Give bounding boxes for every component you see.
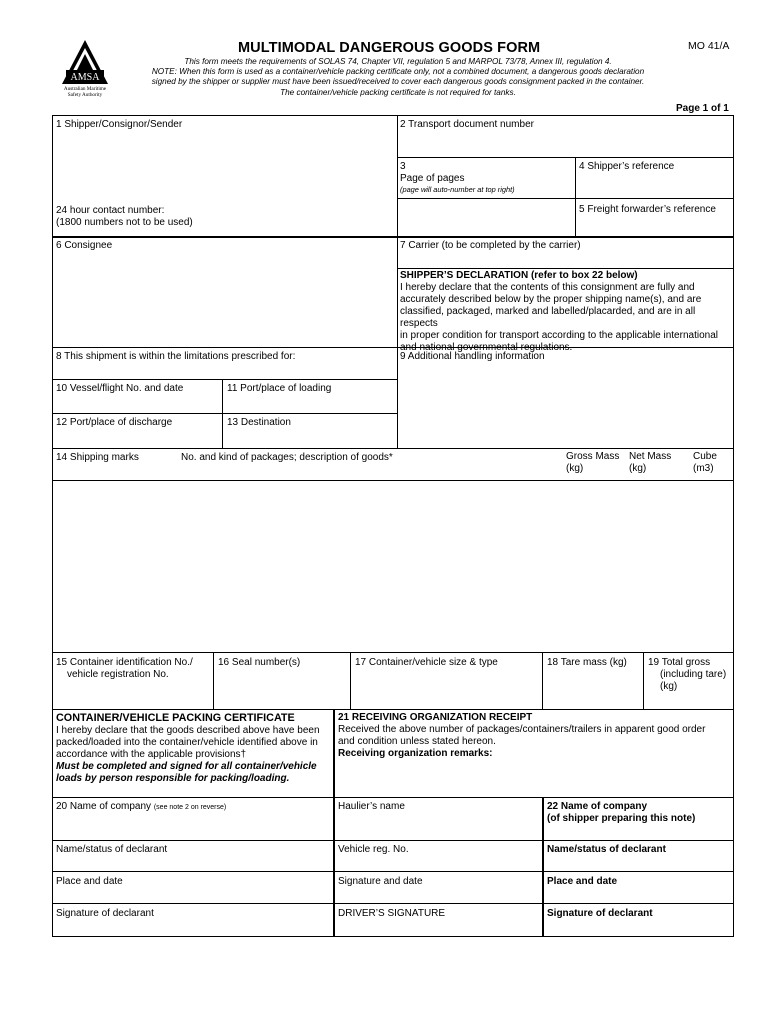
declarant-name-status-field[interactable]: Name/status of declarant (56, 844, 168, 855)
goods-description-label: No. and kind of packages; description of goods* (181, 452, 393, 463)
carrier-field[interactable]: 7 Carrier (to be completed by the carrier) (400, 240, 581, 251)
cube-line-1: Cube (693, 451, 717, 462)
contact-label-1: 24 hour contact number: (56, 205, 165, 216)
shipper-signature-field[interactable]: Signature of declarant (547, 908, 653, 919)
receiving-receipt (338, 712, 732, 760)
receipt-line-1: Received the above number of packages/containers/trailers in apparent good order (338, 724, 706, 735)
page-indicator: Page 1 of 1 (676, 103, 729, 114)
note-line-1: This form meets the requirements of SOLAS 74, Chapter VII, regulation 5 and MARPOL 73/78, Annex III, regulation 4. (184, 57, 612, 66)
signature-date-field[interactable]: Signature and date (338, 876, 423, 887)
note-line-3: signed by the shipper or supplier must have been issued/received to cover each dangerous goods consignment packed in the container. (151, 77, 645, 87)
shipper-reference-field[interactable]: 4 Shipper’s reference (579, 161, 675, 172)
freight-forwarder-ref-field[interactable]: 5 Freight forwarder’s reference (579, 204, 716, 215)
shipper-company-line-2: (of shipper preparing this note) (547, 813, 696, 824)
decl-line-3: classified, packaged, marked and labelled/placarded, and are in all respects (400, 306, 696, 329)
consignee-field[interactable]: 6 Consignee (56, 240, 113, 251)
header-note (118, 57, 678, 98)
page-box-number: 3 (400, 161, 406, 172)
total-gross-line-1: 19 Total gross (648, 657, 711, 668)
packing-cert-title: CONTAINER/VEHICLE PACKING CERTIFICATE (56, 712, 295, 724)
net-mass-label (629, 451, 671, 475)
container-id-line-1: 15 Container identification No./ (56, 657, 193, 668)
vehicle-reg-field[interactable]: Vehicle reg. No. (338, 844, 409, 855)
transport-doc-field[interactable]: 2 Transport document number (400, 119, 534, 130)
shipper-declaration-title: SHIPPER’S DECLARATION (refer to box 22 below) (400, 270, 638, 281)
container-size-type-field[interactable]: 17 Container/vehicle size & type (355, 657, 498, 668)
container-id-field[interactable] (56, 657, 193, 681)
cube-line-2: (m3) (693, 463, 714, 474)
shipping-marks-label: 14 Shipping marks (56, 452, 139, 463)
decl-line-4: in proper condition for transport according to the applicable international (400, 330, 718, 341)
receipt-title: 21 RECEIVING ORGANIZATION RECEIPT (338, 712, 533, 723)
shipper-declarant-name-field[interactable]: Name/status of declarant (547, 844, 666, 855)
company-name-note: (see note 2 on reverse) (153, 804, 227, 811)
company-name-field[interactable] (56, 801, 226, 814)
total-gross-field[interactable] (648, 657, 726, 693)
note-line-4: The container/vehicle packing certificate is not required for tanks. (280, 87, 516, 97)
packing-certificate (56, 712, 330, 785)
place-date-field[interactable]: Place and date (56, 876, 123, 887)
declarant-signature-field[interactable]: Signature of declarant (56, 908, 154, 919)
shipper-company-field[interactable] (547, 801, 695, 825)
logo-line-2: Safety Authority (67, 92, 103, 98)
note-line-2: NOTE: When this form is used as a container/vehicle packing certificate only, not a combined document, a dangerous goods declaration (151, 67, 645, 77)
container-id-line-2: vehicle registration No. (67, 669, 169, 680)
logo-text (52, 86, 118, 98)
packing-cert-line-1: I hereby declare that the goods described above have been (56, 725, 320, 736)
cube-label (693, 451, 717, 475)
shipper-company-line-1: 22 Name of company (547, 801, 648, 812)
handling-info-field[interactable]: 9 Additional handling information (400, 351, 545, 362)
receipt-remarks[interactable]: Receiving organization remarks: (338, 748, 493, 759)
destination-field[interactable]: 13 Destination (227, 417, 291, 428)
decl-line-5: and national governmental regulations. (400, 342, 573, 353)
driver-signature-field[interactable]: DRIVER’S SIGNATURE (338, 908, 446, 919)
decl-line-2: accurately described below by the proper shipping name(s), and are (400, 294, 702, 305)
packing-cert-line-2: packed/loaded into the container/vehicle identified above in (56, 737, 318, 748)
shipper-declaration (400, 270, 732, 354)
packing-cert-line-5: loads by person responsible for packing/loading. (56, 773, 290, 784)
form-number: MO 41/A (688, 40, 730, 52)
gross-mass-label (566, 451, 619, 475)
seal-number-field[interactable]: 16 Seal number(s) (218, 657, 301, 668)
tare-mass-field[interactable]: 18 Tare mass (kg) (547, 657, 627, 668)
logo-abbrev: AMSA (70, 72, 100, 83)
port-loading-field[interactable]: 11 Port/place of loading (227, 383, 332, 394)
page-autonumber-note: (page will auto-number at top right) (400, 185, 515, 194)
gross-mass-line-1: Gross Mass (566, 451, 620, 462)
receipt-line-2: and condition unless stated hereon. (338, 736, 496, 747)
gross-mass-line-2: (kg) (566, 463, 584, 474)
decl-line-1: I hereby declare that the contents of this consignment are fully and (400, 282, 695, 293)
shipper-place-date-field[interactable]: Place and date (547, 876, 618, 887)
total-gross-line-3: (kg) (660, 681, 678, 692)
limitations-field[interactable]: 8 This shipment is within the limitations prescribed for: (56, 351, 296, 362)
net-mass-line-1: Net Mass (629, 451, 672, 462)
page-of-pages-field[interactable]: Page of pages (400, 173, 465, 184)
goods-entry-area[interactable] (53, 481, 733, 652)
net-mass-line-2: (kg) (629, 463, 647, 474)
port-discharge-field[interactable]: 12 Port/place of discharge (56, 417, 173, 428)
shipper-field[interactable]: 1 Shipper/Consignor/Sender (56, 119, 183, 130)
total-gross-line-2: (including tare) (660, 669, 727, 680)
packing-cert-line-4: Must be completed and signed for all container/vehicle (56, 761, 317, 772)
packing-cert-line-3: accordance with the applicable provisions† (56, 749, 247, 760)
hauliers-name-field[interactable]: Haulier’s name (338, 801, 405, 812)
company-name-label: 20 Name of company (56, 801, 152, 812)
vessel-flight-field[interactable]: 10 Vessel/flight No. and date (56, 383, 184, 394)
contact-label-2: (1800 numbers not to be used) (56, 217, 193, 228)
form-title: MULTIMODAL DANGEROUS GOODS FORM (238, 40, 541, 56)
logo-line-1: Australian Maritime (63, 86, 107, 92)
